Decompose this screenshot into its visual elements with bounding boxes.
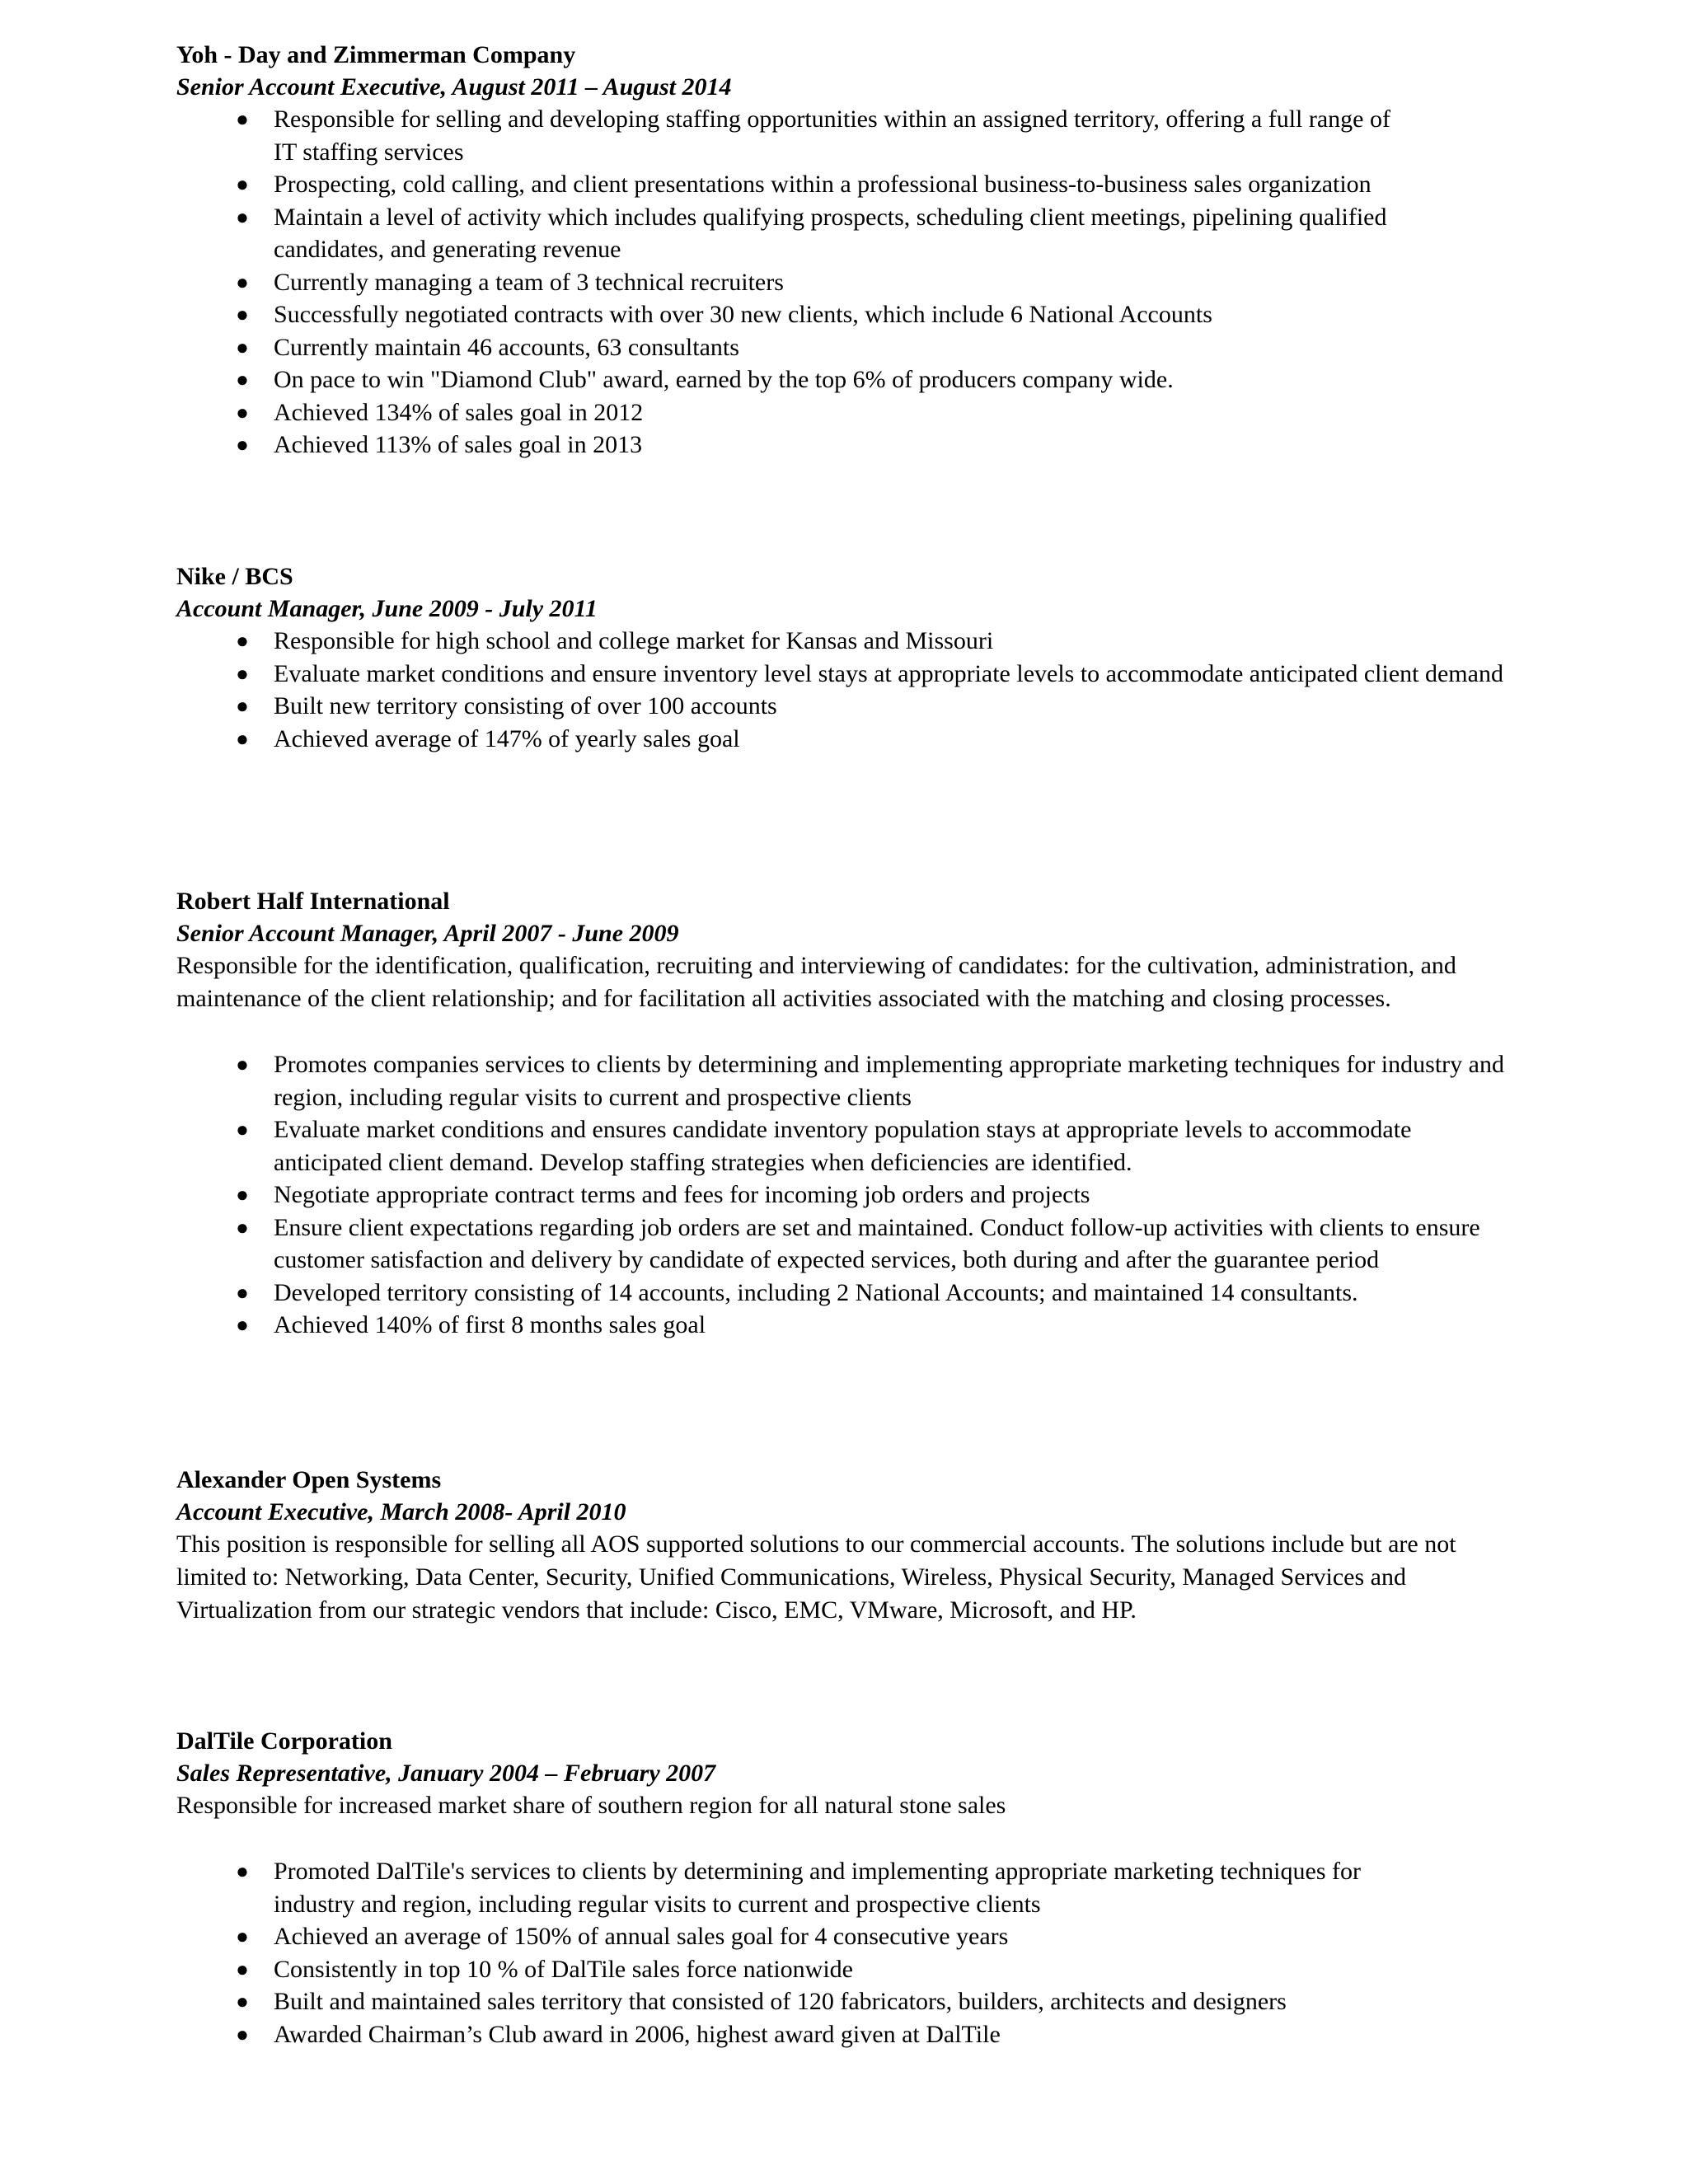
spacer bbox=[176, 1822, 1512, 1855]
bullet-icon: ● bbox=[236, 269, 249, 294]
company-name: Nike / BCS bbox=[176, 563, 293, 590]
bullet-list bbox=[176, 103, 1396, 462]
list-item: ● Built and maintained sales territory that consisted of 120 fabricators, builders, architects and designers bbox=[176, 1985, 1413, 2018]
bullet-icon: ● bbox=[236, 1313, 249, 1337]
bullet-icon: ● bbox=[236, 1215, 249, 1240]
list-item: ● Currently maintain 46 accounts, 63 consultants bbox=[176, 331, 1396, 364]
bullet-icon: ● bbox=[236, 661, 249, 686]
company-name: DalTile Corporation bbox=[176, 1727, 392, 1755]
bullet-icon: ● bbox=[236, 302, 249, 326]
bullet-icon: ● bbox=[236, 335, 249, 359]
bullet-icon: ● bbox=[236, 172, 249, 196]
job-robert-half bbox=[176, 885, 1512, 1342]
job-yoh bbox=[176, 39, 1396, 462]
list-item: ● Awarded Chairman’s Club award in 2006, highest award given at DalTile bbox=[176, 2018, 1413, 2051]
bullet-list bbox=[176, 1048, 1512, 1342]
bullet-icon: ● bbox=[236, 1118, 249, 1141]
job-title: Account Executive, March 2008- April 2010 bbox=[176, 1498, 626, 1526]
bullet-icon: ● bbox=[236, 1957, 249, 1981]
list-item: ● Developed territory consisting of 14 accounts, including 2 National Accounts; and maintained 14 consultants. bbox=[176, 1277, 1512, 1310]
job-daltile bbox=[176, 1725, 1512, 2050]
list-item: ● Achieved average of 147% of yearly sales goal bbox=[176, 723, 1512, 756]
company-name: Robert Half International bbox=[176, 888, 450, 915]
list-item: ● Consistently in top 10 % of DalTile sales force nationwide bbox=[176, 1953, 1413, 1986]
company-name: Alexander Open Systems bbox=[176, 1466, 442, 1493]
bullet-icon: ● bbox=[236, 694, 249, 718]
list-item: ● Achieved 134% of sales goal in 2012 bbox=[176, 396, 1396, 429]
job-description: Responsible for the identification, qualification, recruiting and interviewing of candidates: for the cultivation, administration, and maintenance of the client relationship; and for facilitation all activities associated with the matching and closing processes. bbox=[176, 952, 1456, 1012]
job-title: Sales Representative, January 2004 – February 2007 bbox=[176, 1760, 716, 1787]
bullet-icon: ● bbox=[236, 400, 249, 424]
job-title: Account Manager, June 2009 - July 2011 bbox=[176, 595, 598, 622]
list-item: ● On pace to win "Diamond Club" award, earned by the top 6% of producers company wide. bbox=[176, 363, 1396, 396]
list-item: ● Built new territory consisting of over 100 accounts bbox=[176, 690, 1512, 723]
list-item: ● Responsible for high school and college market for Kansas and Missouri bbox=[176, 625, 1512, 658]
list-item: ● Achieved 140% of first 8 months sales goal bbox=[176, 1309, 1512, 1342]
list-item: ● Maintain a level of activity which includes qualifying prospects, scheduling client meetings, pipelining qualified candidates, and generating revenue bbox=[176, 201, 1396, 266]
job-nike bbox=[176, 560, 1512, 755]
bullet-list bbox=[176, 625, 1512, 755]
bullet-icon: ● bbox=[236, 1052, 249, 1076]
list-item: ● Currently managing a team of 3 technical recruiters bbox=[176, 266, 1396, 299]
job-title: Senior Account Manager, April 2007 - June 2009 bbox=[176, 920, 679, 947]
bullet-icon: ● bbox=[236, 1183, 249, 1207]
list-item: ● Evaluate market conditions and ensure inventory level stays at appropriate levels to accommodate anticipated client demand bbox=[176, 658, 1512, 691]
list-item: ● Successfully negotiated contracts with over 30 new clients, which include 6 National Accounts bbox=[176, 298, 1396, 331]
list-item: ● Evaluate market conditions and ensures candidate inventory population stays at appropriate levels to accommodate anticipated client demand. Develop staffing strategies when deficiencies are identified. bbox=[176, 1113, 1512, 1179]
bullet-icon: ● bbox=[236, 204, 249, 229]
list-item: ● Ensure client expectations regarding job orders are set and maintained. Conduct follow-up activities with clients to ensure customer satisfaction and delivery by candidate of expected services, both during and after the guarantee period bbox=[176, 1212, 1512, 1277]
bullet-list bbox=[176, 1855, 1413, 2050]
job-alexander-open-systems bbox=[176, 1464, 1512, 1627]
list-item: ● Promotes companies services to clients by determining and implementing appropriate marketing techniques for industry and region, including regular visits to current and prospective clients bbox=[176, 1048, 1512, 1113]
bullet-icon: ● bbox=[236, 368, 249, 391]
job-description: Responsible for increased market share of southern region for all natural stone sales bbox=[176, 1792, 1006, 1819]
job-title: Senior Account Executive, August 2011 – August 2014 bbox=[176, 73, 732, 101]
list-item: ● Achieved 113% of sales goal in 2013 bbox=[176, 429, 1396, 462]
bullet-icon: ● bbox=[236, 1859, 249, 1883]
spacer bbox=[176, 1015, 1512, 1048]
bullet-icon: ● bbox=[236, 2022, 249, 2046]
bullet-icon: ● bbox=[236, 1990, 249, 2013]
bullet-icon: ● bbox=[236, 726, 249, 751]
bullet-icon: ● bbox=[236, 1924, 249, 1948]
bullet-icon: ● bbox=[236, 107, 249, 131]
company-name: Yoh - Day and Zimmerman Company bbox=[176, 41, 576, 68]
list-item: ● Promoted DalTile's services to clients by determining and implementing appropriate marketing techniques for industry and region, including regular visits to current and prospective clients bbox=[176, 1855, 1413, 1920]
bullet-icon: ● bbox=[236, 433, 249, 457]
list-item: ● Responsible for selling and developing staffing opportunities within an assigned territory, offering a full range of IT staffing services bbox=[176, 103, 1396, 168]
list-item: ● Prospecting, cold calling, and client presentations within a professional business-to-business sales organization bbox=[176, 168, 1396, 201]
list-item: ● Negotiate appropriate contract terms and fees for incoming job orders and projects bbox=[176, 1179, 1512, 1212]
bullet-icon: ● bbox=[236, 629, 249, 653]
bullet-icon: ● bbox=[236, 1280, 249, 1305]
job-description: This position is responsible for selling all AOS supported solutions to our commercial accounts. The solutions include but are not limited to: Networking, Data Center, Security, Unified Communications, Wireless, Physical Security, Managed Services and Virtualization from our strategic vendors that include: Cisco, EMC, VMware, Microsoft, and HP. bbox=[176, 1530, 1456, 1624]
list-item: ● Achieved an average of 150% of annual sales goal for 4 consecutive years bbox=[176, 1920, 1413, 1953]
